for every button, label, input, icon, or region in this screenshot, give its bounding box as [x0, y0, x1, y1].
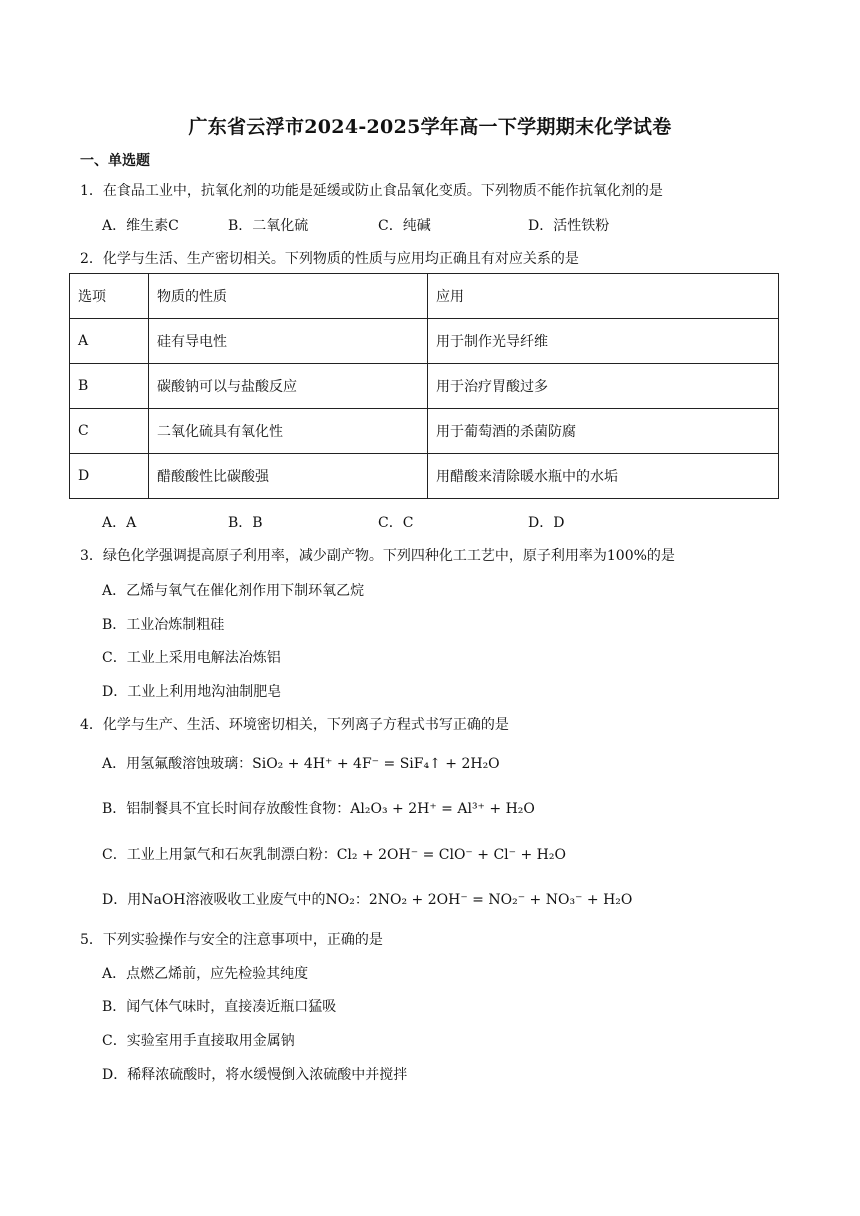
option-text: C．工业上用氯气和石灰乳制漂白粉： — [102, 847, 337, 863]
question-2-option-d: D．D — [528, 515, 565, 531]
table-cell: 用醋酸来清除暖水瓶中的水垢 — [428, 454, 779, 499]
question-4-option-a — [102, 753, 500, 773]
option-text: B．铝制餐具不宜长时间存放酸性食物： — [102, 801, 351, 817]
table-row — [70, 319, 779, 364]
question-4-option-b — [102, 798, 535, 818]
table-cell: 二氧化硫具有氧化性 — [149, 409, 428, 454]
table-cell: 用于治疗胃酸过多 — [428, 364, 779, 409]
exam-title: 广东省云浮市2024-2025学年高一下学期期末化学试卷 — [188, 116, 672, 138]
table-cell: 用于制作光导纤维 — [428, 319, 779, 364]
question-1-option-a: A．维生素C — [102, 218, 179, 234]
question-1-option-d: D．活性铁粉 — [528, 218, 610, 234]
question-1-stem: 1．在食品工业中，抗氧化剂的功能是延缓或防止食品氧化变质。下列物质不能作抗氧化剂的是 — [80, 183, 663, 199]
question-5-option-c: C．实验室用手直接取用金属钠 — [102, 1033, 295, 1049]
question-2-stem: 2．化学与生活、生产密切相关。下列物质的性质与应用均正确且有对应关系的是 — [80, 251, 579, 267]
ionic-equation: Cl₂ + 2OH⁻ = ClO⁻ + Cl⁻ + H₂O — [336, 847, 566, 863]
table-cell: A — [70, 319, 149, 364]
ionic-equation: Al₂O₃ + 2H⁺ = Al³⁺ + H₂O — [350, 801, 535, 817]
table-cell: 用于葡萄酒的杀菌防腐 — [428, 409, 779, 454]
table-header-cell: 选项 — [70, 274, 149, 319]
question-4-stem: 4．化学与生产、生活、环境密切相关，下列离子方程式书写正确的是 — [80, 717, 509, 733]
table-header-cell: 应用 — [428, 274, 779, 319]
table-cell: B — [70, 364, 149, 409]
question-2-option-a: A．A — [102, 515, 137, 531]
option-text: D．用NaOH溶液吸收工业废气中的NO₂： — [102, 892, 369, 908]
table-header-cell: 物质的性质 — [149, 274, 428, 319]
option-text: A．用氢氟酸溶蚀玻璃： — [102, 756, 253, 772]
table-row — [70, 409, 779, 454]
table-cell: 醋酸酸性比碳酸强 — [149, 454, 428, 499]
table-cell: C — [70, 409, 149, 454]
question-4-option-c — [102, 844, 566, 864]
question-2-option-b: B．B — [228, 515, 263, 531]
ionic-equation: SiO₂ + 4H⁺ + 4F⁻ = SiF₄↑ + 2H₂O — [252, 756, 500, 772]
table-cell: 硅有导电性 — [149, 319, 428, 364]
question-1-option-c: C．纯碱 — [378, 218, 431, 234]
table-cell: D — [70, 454, 149, 499]
table-cell: 碳酸钠可以与盐酸反应 — [149, 364, 428, 409]
question-3-option-d: D．工业上利用地沟油制肥皂 — [102, 684, 282, 700]
question-4-option-d — [102, 889, 632, 909]
question-2-option-c: C．C — [378, 515, 414, 531]
question-2-table — [69, 273, 779, 499]
question-5-option-b: B．闻气体气味时，直接凑近瓶口猛吸 — [102, 999, 337, 1015]
question-3-stem: 3．绿色化学强调提高原子利用率，减少副产物。下列四种化工工艺中，原子利用率为100%的是 — [80, 548, 675, 564]
question-5-stem: 5．下列实验操作与安全的注意事项中，正确的是 — [80, 932, 383, 948]
question-1-option-b: B．二氧化硫 — [228, 218, 309, 234]
section-heading: 一、单选题 — [80, 153, 150, 169]
question-3-option-b: B．工业冶炼制粗硅 — [102, 617, 225, 633]
question-3-option-a: A．乙烯与氧气在催化剂作用下制环氧乙烷 — [102, 583, 365, 599]
table-row — [70, 454, 779, 499]
question-3-option-c: C．工业上采用电解法冶炼铝 — [102, 650, 281, 666]
table-row — [70, 364, 779, 409]
question-5-option-a: A．点燃乙烯前，应先检验其纯度 — [102, 966, 309, 982]
table-header-row — [70, 274, 779, 319]
ionic-equation: 2NO₂ + 2OH⁻ = NO₂⁻ + NO₃⁻ + H₂O — [368, 892, 633, 908]
question-5-option-d: D．稀释浓硫酸时，将水缓慢倒入浓硫酸中并搅拌 — [102, 1067, 408, 1083]
